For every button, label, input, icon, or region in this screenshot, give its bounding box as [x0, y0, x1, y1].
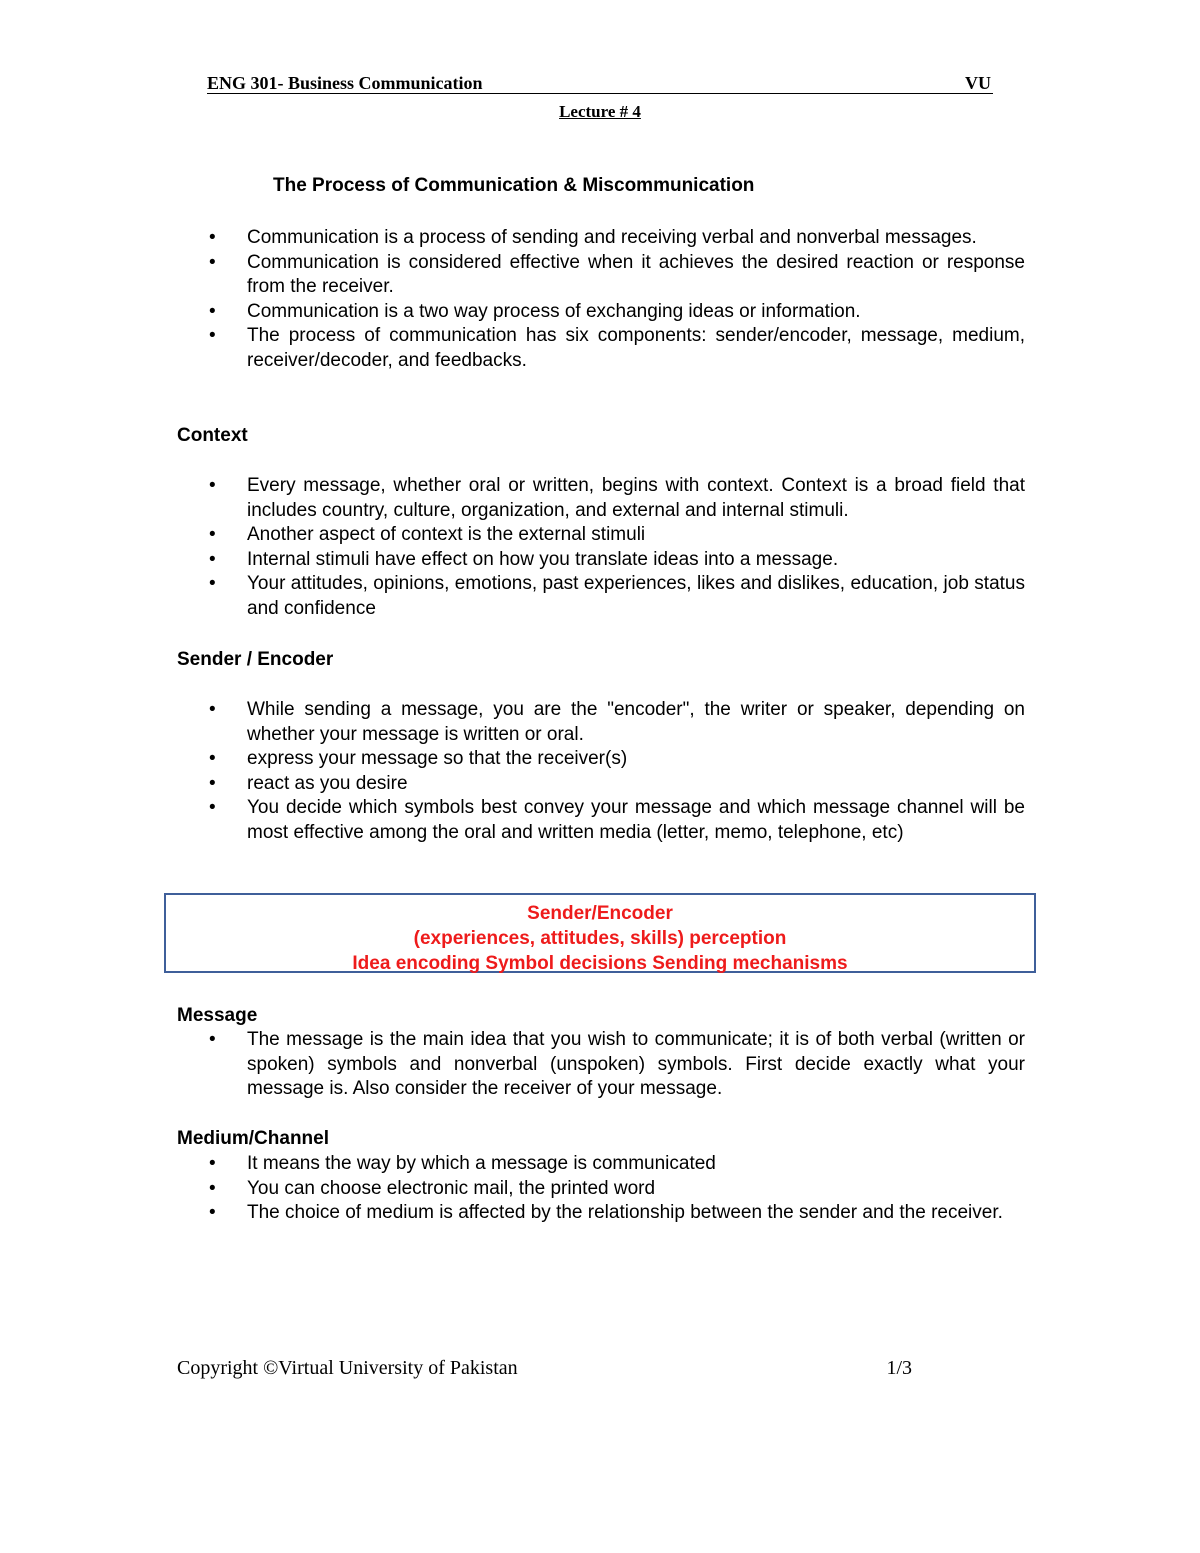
medium-list [207, 1152, 1025, 1226]
section-heading-medium: Medium/Channel [177, 1128, 330, 1149]
list-item: • The process of communication has six components: sender/encoder, message, medium, receiver/decoder, and feedbacks. [207, 324, 1025, 373]
document-title: The Process of Communication & Miscommunication [273, 175, 755, 196]
list-item: • You can choose electronic mail, the printed word [207, 1177, 1025, 1202]
context-list [207, 474, 1025, 621]
box-line: Idea encoding Symbol decisions Sending mechanisms [352, 953, 848, 974]
list-item: • react as you desire [207, 772, 1025, 797]
list-item: • The choice of medium is affected by the relationship between the sender and the receiver. [207, 1201, 1025, 1226]
intro-list [207, 226, 1025, 373]
section-heading-message: Message [177, 1005, 258, 1026]
copyright-text: Copyright ©Virtual University of Pakistan [177, 1357, 518, 1379]
list-item: • Your attitudes, opinions, emotions, past experiences, likes and dislikes, education, job status and confidence [207, 572, 1025, 621]
message-list [207, 1028, 1025, 1102]
list-item: • express your message so that the receiver(s) [207, 747, 1025, 772]
page-header [207, 73, 993, 94]
section-heading-context: Context [177, 425, 248, 446]
list-item: • The message is the main idea that you wish to communicate; it is of both verbal (written or spoken) symbols and nonverbal (unspoken) symbols. First decide exactly what your message is. Also consider the receiver of your message. [207, 1028, 1025, 1102]
list-item: • Internal stimuli have effect on how you translate ideas into a message. [207, 548, 1025, 573]
list-item: • You decide which symbols best convey your message and which message channel will be most effective among the oral and written media (letter, memo, telephone, etc) [207, 796, 1025, 845]
list-item: • Communication is considered effective when it achieves the desired reaction or response from the receiver. [207, 251, 1025, 300]
page-number: 1/3 [886, 1357, 912, 1379]
list-item: • It means the way by which a message is communicated [207, 1152, 1025, 1177]
list-item: • Communication is a two way process of exchanging ideas or information. [207, 300, 1025, 325]
lecture-number: Lecture # 4 [559, 102, 641, 121]
list-item: • Another aspect of context is the external stimuli [207, 523, 1025, 548]
sender-encoder-box [164, 893, 1036, 973]
section-heading-sender: Sender / Encoder [177, 649, 334, 670]
course-title: ENG 301- Business Communication [207, 73, 483, 93]
list-item: • Every message, whether oral or written, begins with context. Context is a broad field that includes country, culture, organization, and external and internal stimuli. [207, 474, 1025, 523]
box-line: Sender/Encoder [527, 903, 673, 924]
box-line: (experiences, attitudes, skills) perception [413, 928, 787, 949]
page-footer [177, 1357, 912, 1380]
sender-list [207, 698, 1025, 845]
list-item: • Communication is a process of sending and receiving verbal and nonverbal messages. [207, 226, 1025, 251]
university-abbrev: VU [965, 73, 991, 93]
list-item: • While sending a message, you are the "encoder", the writer or speaker, depending on whether your message is written or oral. [207, 698, 1025, 747]
